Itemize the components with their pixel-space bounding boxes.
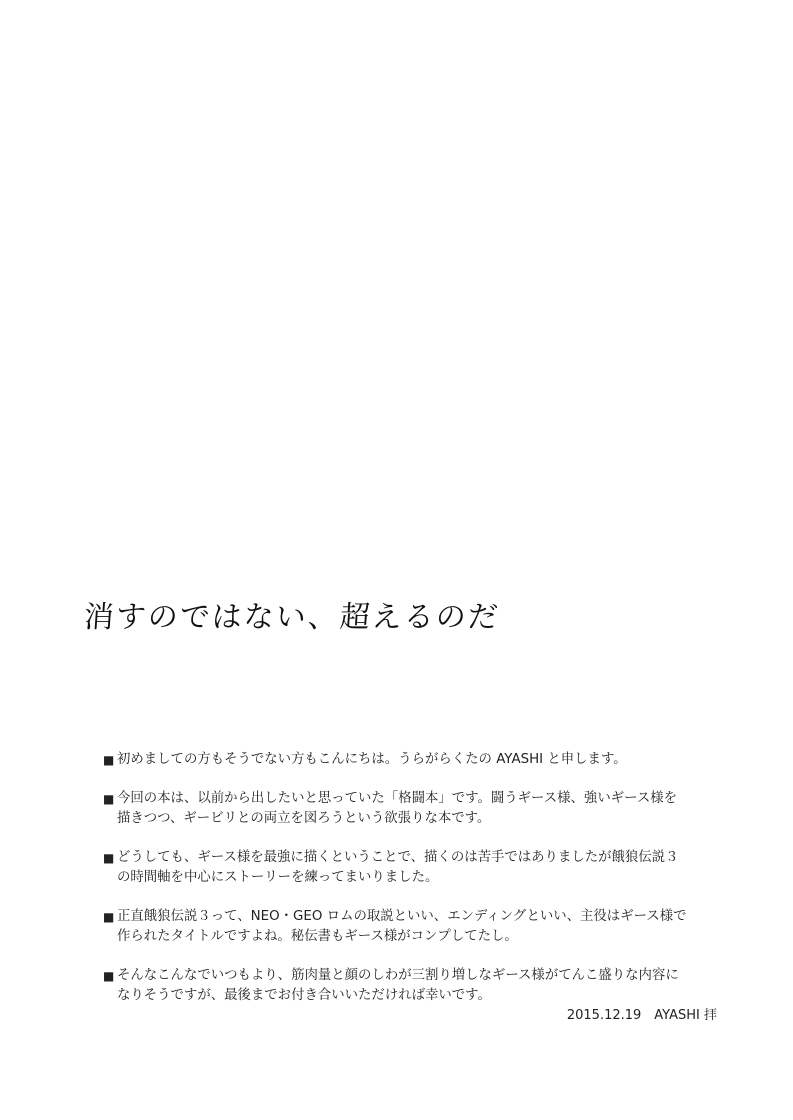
note-text: 今回の本は、以前から出したいと思っていた「格闘本」です。闘うギース様、強いギース様を 描きつつ、ギービリとの両立を図ろうという欲張りな本です。 — [117, 791, 677, 826]
note-item — [103, 907, 713, 947]
square-bullet-icon: ■ — [103, 851, 115, 865]
date-signature: 2015.12.19 AYASHI 拝 — [566, 1008, 717, 1023]
note-text: そんなこんなでいつもより、筋肉量と顔のしわが三割り増しなギース様がてんこ盛りな内容に なりそうですが、最後までお付き合いいただければ幸いです。 — [117, 968, 679, 1003]
note-text: 初めましての方もそうでない方もこんにちは。うらがらくたの AYASHI と申します。 — [117, 752, 627, 767]
notes-list — [103, 750, 713, 1025]
note-item — [103, 966, 713, 1006]
square-bullet-icon: ■ — [103, 969, 115, 983]
square-bullet-icon: ■ — [103, 753, 115, 767]
note-text: 正直餓狼伝説３って、NEO・GEO ロムの取説といい、エンディングといい、主役はギース様で 作られたタイトルですよね。秘伝書もギース様がコンプしてたし。 — [117, 909, 687, 944]
square-bullet-icon: ■ — [103, 910, 115, 924]
page-headline: 消すのではない、超えるのだ — [82, 600, 501, 635]
note-text: どうしても、ギース様を最強に描くということで、描くのは苦手ではありましたが餓狼伝説３ の時間軸を中心にストーリーを練ってまいりました。 — [117, 850, 679, 885]
note-item — [103, 750, 713, 770]
note-item — [103, 848, 713, 888]
note-item — [103, 789, 713, 829]
square-bullet-icon: ■ — [103, 792, 115, 806]
